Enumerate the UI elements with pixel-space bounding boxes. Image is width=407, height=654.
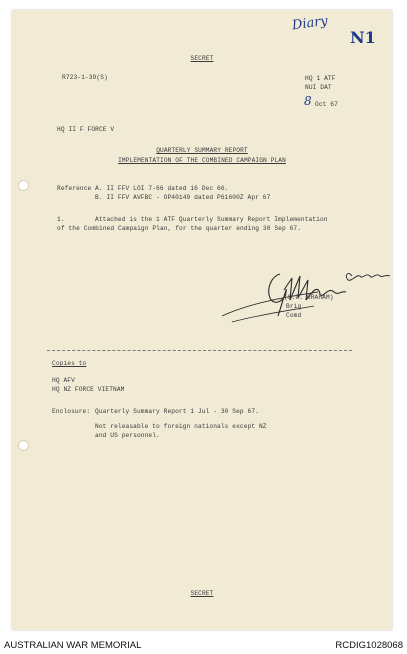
caveat-line-1: Not releasable to foreign nationals except NZ (95, 423, 267, 430)
separator-line (47, 350, 352, 351)
diary-annotation: Diary (291, 13, 329, 34)
paragraph-number: 1. (57, 216, 65, 223)
reference-a: A. II FFV LOI 7-66 dated 16 Dec 66. (95, 185, 229, 192)
file-reference: R723-1-39(S) (62, 74, 108, 81)
sender-unit: HQ 1 ATF (305, 75, 336, 82)
signatory-name: (S.C. GRAHAM) (284, 294, 334, 301)
signatory-role: Comd (286, 312, 302, 319)
reference-label: Reference (57, 185, 92, 192)
report-subtitle: IMPLEMENTATION OF THE COMBINED CAMPAIGN PLAN (118, 157, 286, 164)
reference-b: B. II FFV AVFBC - OP40149 dated P61600Z Apr 67 (95, 194, 271, 201)
enclosure-description: Quarterly Summary Report 1 Jul - 30 Sep 67. (95, 408, 259, 415)
paragraph-line-1: Attached is the 1 ATF Quarterly Summary Report Implementation (95, 216, 328, 223)
caveat-line-2: and US personnel. (95, 432, 160, 439)
paragraph-line-2: of the Combined Campaign Plan, for the quarter ending 30 Sep 67. (57, 225, 302, 232)
classification-bottom: SECRET (190, 590, 214, 597)
enclosure-label: Enclosure: (52, 408, 91, 415)
signatory-rank: Brig (286, 303, 302, 310)
footer-archive-name: AUSTRALIAN WAR MEMORIAL (4, 640, 142, 651)
punch-hole-top (18, 180, 29, 191)
diary-code: N1 (350, 28, 376, 47)
date-month-year: Oct 67 (315, 101, 338, 108)
copies-heading: Copies to (52, 360, 87, 367)
document-page (12, 10, 392, 630)
copy-recipient-1: HQ AFV (52, 377, 75, 384)
punch-hole-bottom (18, 440, 29, 451)
date-day-handwritten: 8 (304, 94, 312, 108)
classification-top: SECRET (190, 55, 214, 62)
copy-recipient-2: HQ NZ FORCE VIETNAM (52, 386, 125, 393)
sender-location: NUI DAT (305, 84, 332, 91)
addressee: HQ II F FORCE V (57, 126, 115, 133)
footer-record-id: RCDIG1028068 (335, 640, 403, 651)
report-title: QUARTERLY SUMMARY REPORT (156, 147, 248, 154)
